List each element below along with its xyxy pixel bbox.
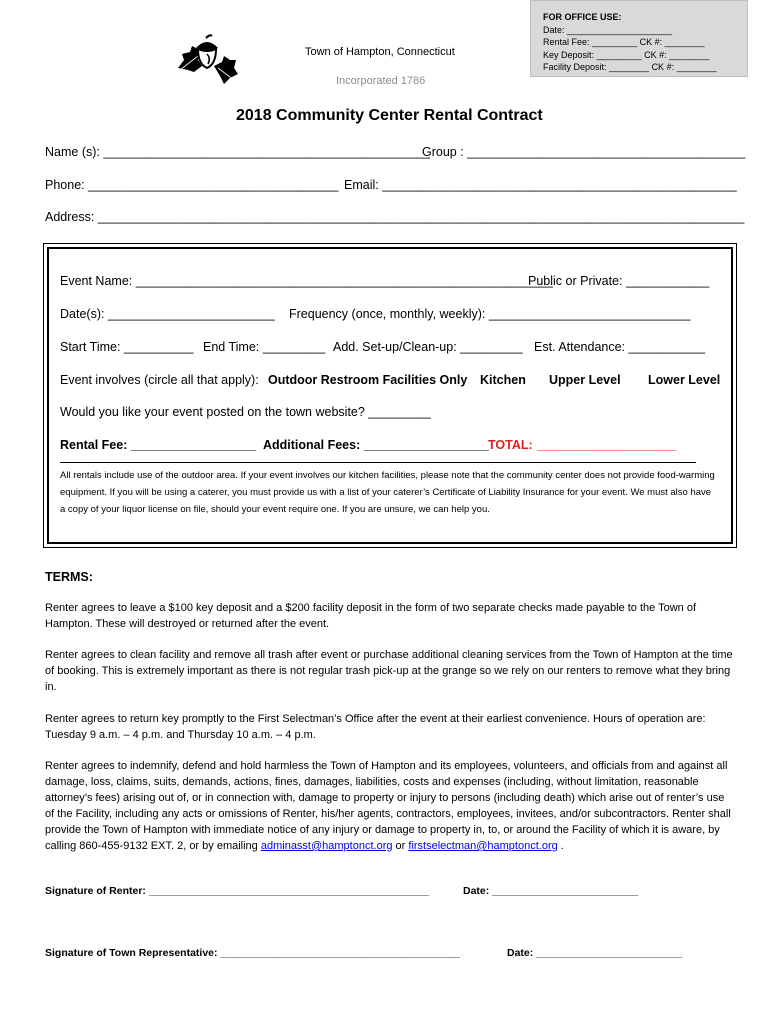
phone-field[interactable]: Phone: ____________________________________: [45, 178, 339, 192]
end-time-field[interactable]: End Time: _________: [203, 340, 326, 354]
option-kitchen[interactable]: Kitchen: [480, 373, 526, 387]
setup-cleanup-field[interactable]: Add. Set-up/Clean-up: _________: [333, 340, 523, 354]
attendance-field[interactable]: Est. Attendance: ___________: [534, 340, 705, 354]
option-outdoor-restroom[interactable]: Outdoor Restroom Facilities Only: [268, 373, 468, 387]
rental-note: All rentals include use of the outdoor area. If your event involves our kitchen facilities, please note that the community center does not provide food-warming equipment. If you will be using a caterer, you must provide us with a list of your caterer’s Certificate of Liability Insurance for your event. We must also have a copy of your liquor license on file, should your event require one. If you are unsure, we can help you.: [60, 470, 715, 515]
renter-signature-field[interactable]: Signature of Renter: ________________________________________________: [45, 885, 430, 897]
name-field[interactable]: Name (s): _______________________________________________: [45, 145, 431, 159]
option-lower-level[interactable]: Lower Level: [648, 373, 721, 387]
terms-paragraph-indemnify: Renter agrees to indemnify, defend and hold harmless the Town of Hampton and its employees, volunteers, and officials from and against all damage, loss, claims, suits, demands, actions, fines, damages, liabilities, costs and expenses (including, without limitation, reasonable attorney’s fees) arising out of, or in connection with, damage to property or injury to persons (including death) which arise out of renter’s use of the Facility, including any acts or omissions of Renter, his/her agents, contractors, employees, invitees, and/or subcontractors. Renter shall provide the Town of Hampton with immediate notice of any injury or damage to property in, to, or around the Facility of which it is aware, by calling 860-455-9132 EXT. 2, or by emailing adminasst@hamptonct.org or firstselectman@hamptonct.org .: [45, 760, 731, 852]
office-use-box: [530, 0, 748, 77]
office-use-line: Date: _____________________: [543, 24, 673, 35]
email-link-firstselectman[interactable]: firstselectman@hamptonct.org: [408, 840, 558, 852]
terms-paragraph-cleaning: Renter agrees to clean facility and remove all trash after event or purchase additional cleaning services from the Town of Hampton at the time of booking. This is extremely important as there is not regular trash pick-up at the grange so we rely on our renters to remove what they bring in.: [45, 649, 733, 693]
start-time-field[interactable]: Start Time: __________: [60, 340, 194, 354]
email-field[interactable]: Email: ___________________________________________________: [344, 178, 737, 192]
incorporated-text: Incorporated 1786: [336, 75, 426, 87]
terms-paragraph-deposit: Renter agrees to leave a $100 key deposit and a $200 facility deposit in the form of two separate checks made payable to the Town of Hampton. These will destroyed or returned after the event.: [45, 602, 697, 630]
additional-fees-field[interactable]: Additional Fees: __________________: [263, 438, 489, 452]
option-upper-level[interactable]: Upper Level: [549, 373, 621, 387]
office-use-line: Rental Fee: _________ CK #: ________: [543, 37, 705, 47]
rep-signature-field[interactable]: Signature of Town Representative: _________________________________________: [45, 947, 460, 959]
office-use-line: Key Deposit: _________ CK #: ________: [543, 49, 710, 60]
terms-heading: TERMS:: [45, 570, 93, 584]
email-link-adminasst[interactable]: adminasst@hamptonct.org: [260, 840, 393, 852]
event-name-field[interactable]: Event Name: ____________________________________________________________: [60, 274, 553, 288]
total-label: TOTAL:: [488, 438, 533, 452]
frequency-field[interactable]: Frequency (once, monthly, weekly): _____________________________: [289, 307, 691, 321]
rep-date-field[interactable]: Date: _________________________: [507, 947, 683, 959]
document-title: 2018 Community Center Rental Contract: [236, 107, 543, 124]
public-private-field[interactable]: Public or Private: ____________: [528, 274, 710, 288]
address-field[interactable]: Address: _____________________________________________________________________________________________: [45, 210, 745, 224]
website-post-field[interactable]: Would you like your event posted on the town website? _________: [60, 405, 431, 419]
renter-date-field[interactable]: Date: _________________________: [463, 885, 639, 897]
total-field[interactable]: ____________________: [537, 438, 677, 452]
event-involves-label: Event involves (circle all that apply):: [60, 373, 259, 387]
office-use-title: FOR OFFICE USE:: [543, 12, 622, 22]
acorn-logo-icon: [174, 34, 240, 86]
divider-line: [60, 462, 696, 463]
rental-fee-field[interactable]: Rental Fee: __________________: [60, 438, 256, 452]
office-use-line: Facility Deposit: ________ CK #: ________: [543, 62, 717, 72]
town-name: Town of Hampton, Connecticut: [305, 46, 455, 58]
dates-field[interactable]: Date(s): ________________________: [60, 307, 275, 321]
terms-paragraph-key: Renter agrees to return key promptly to the First Selectman’s Office after the event at their earliest convenience. Hours of operation are: Tuesday 9 a.m. – 4 p.m. and Thursday 10 a.m. – 4 p.m.: [45, 713, 706, 741]
group-field[interactable]: Group : ________________________________________: [422, 145, 746, 159]
